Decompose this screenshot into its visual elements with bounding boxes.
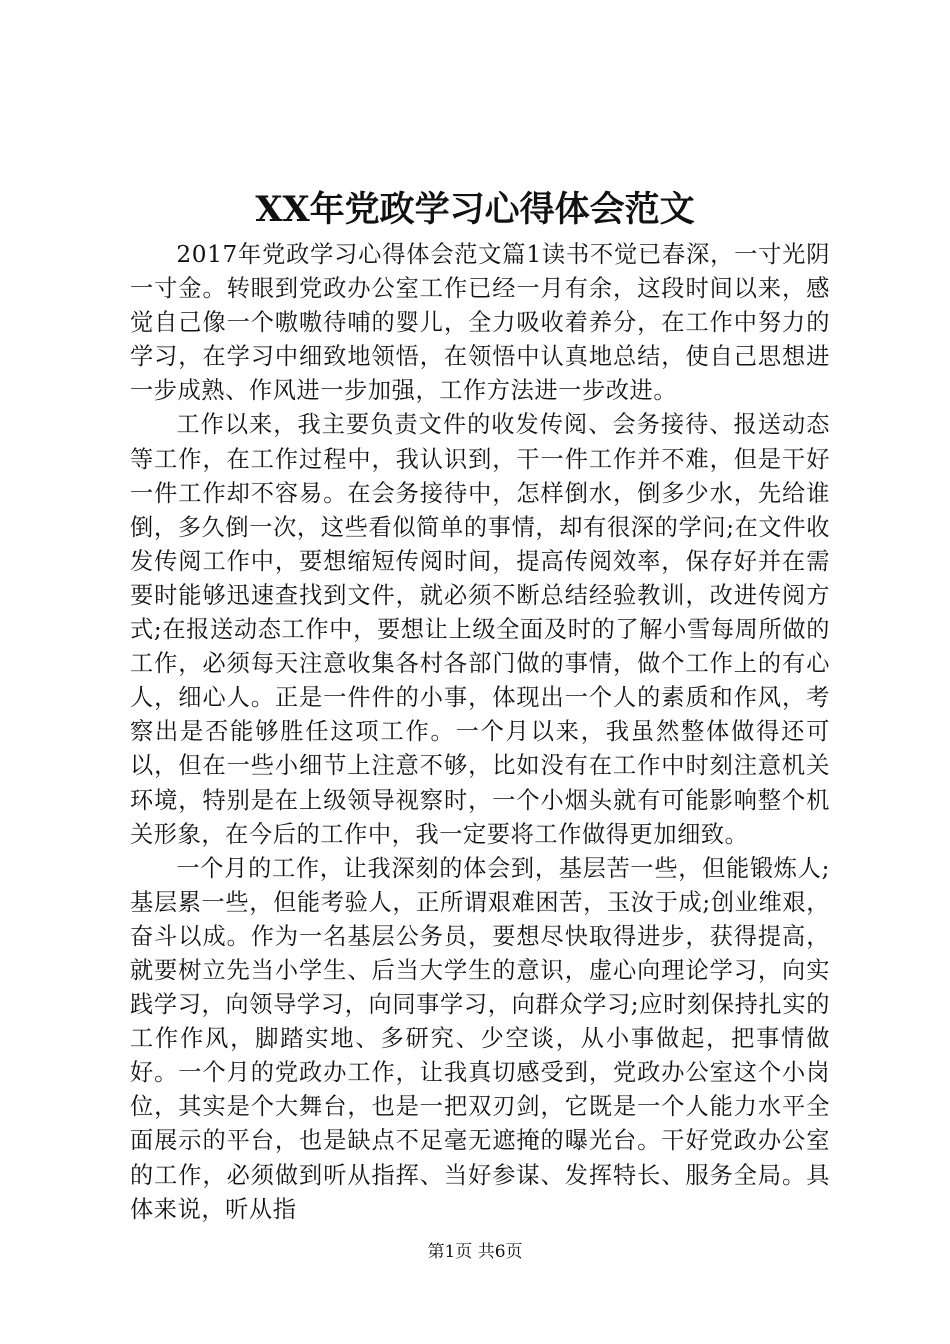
document-body [130, 238, 830, 1227]
paragraph: 工作以来，我主要负责文件的收发传阅、会务接待、报送动态等工作，在工作过程中，我认识到，干一件工作并不难，但是干好一件工作却不容易。在会务接待中，怎样倒水，倒多少水，先给谁倒，多久倒一次，这些看似简单的事情，却有很深的学问;在文件收发传阅工作中，要想缩短传阅时间，提高传阅效率，保存好并在需要时能够迅速查找到文件，就必须不断总结经验教训，改进传阅方式;在报送动态工作中，要想让上级全面及时的了解小雪每周所做的工作，必须每天注意收集各村各部门做的事情，做个工作上的有心人，细心人。正是一件件的小事，体现出一个人的素质和作风，考察出是否能够胜任这项工作。一个月以来，我虽然整体做得还可以，但在一些小细节上注意不够，比如没有在工作中时刻注意机关环境，特别是在上级领导视察时，一个小烟头就有可能影响整个机关形象，在今后的工作中，我一定要将工作做得更加细致。 [130, 411, 830, 848]
page-number: 第1页 共6页 [427, 1242, 523, 1262]
paragraph: 一个月的工作，让我深刻的体会到，基层苦一些，但能锻炼人;基层累一些，但能考验人，正所谓艰难困苦，玉汝于成;创业维艰，奋斗以成。作为一名基层公务员，要想尽快取得进步，获得提高，就要树立先当小学生、后当大学生的意识，虚心向理论学习，向实践学习，向领导学习，向同事学习，向群众学习;应时刻保持扎实的工作作风，脚踏实地、多研究、少空谈，从小事做起，把事情做好。一个月的党政办工作，让我真切感受到，党政办公室这个小岗位，其实是个大舞台，也是一把双刃剑，它既是一个人能力水平全面展示的平台，也是缺点不足毫无遮掩的曝光台。干好党政办公室的工作，必须做到听从指挥、当好参谋、发挥特长、服务全局。具体来说，听从指 [130, 854, 830, 1223]
document-title: XX年党政学习心得体会范文 [255, 189, 695, 230]
paragraph: 2017年党政学习心得体会范文篇1读书不觉已春深，一寸光阴一寸金。转眼到党政办公室工作已经一月有余，这段时间以来，感觉自己像一个嗷嗷待哺的婴儿，全力吸收着养分，在工作中努力的学习，在学习中细致地领悟，在领悟中认真地总结，使自己思想进一步成熟、作风进一步加强，工作方法进一步改进。 [130, 241, 830, 405]
